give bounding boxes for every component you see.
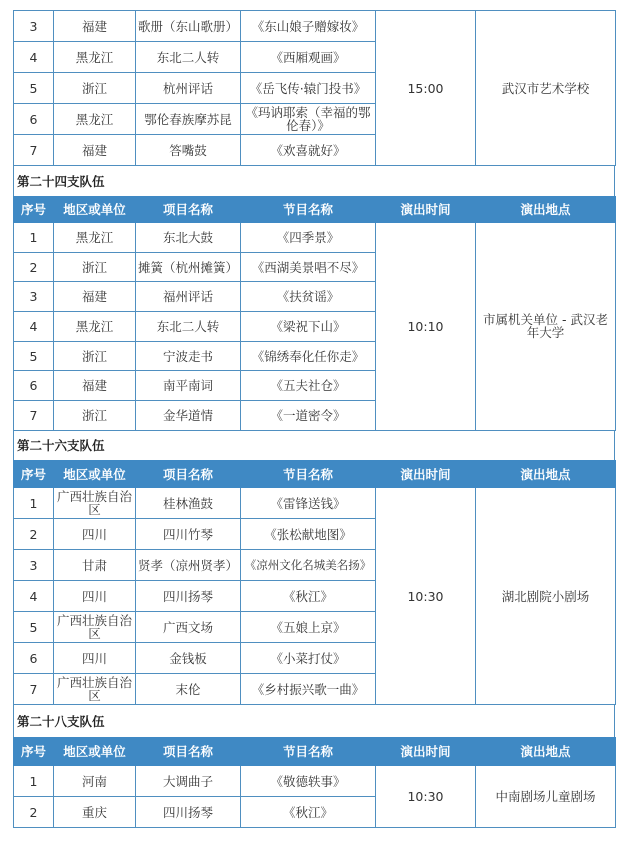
header-number: 序号 (14, 197, 54, 223)
row-program: 《西湖美景唱不尽》 (241, 252, 376, 282)
row-program: 《张松献地图》 (241, 519, 376, 550)
row-region: 福建 (54, 135, 136, 166)
row-program: 《敬德轶事》 (241, 766, 376, 797)
header-program: 节目名称 (241, 197, 376, 223)
performance-time: 10:30 (376, 766, 476, 828)
section-title: 第二十四支队伍 (13, 165, 615, 196)
row-number: 5 (14, 612, 54, 643)
row-program: 《西厢观画》 (241, 42, 376, 73)
row-program: 《一道密令》 (241, 401, 376, 431)
row-number: 6 (14, 371, 54, 401)
row-program: 《凉州文化名城美名扬》 (241, 550, 376, 581)
row-project: 东北二人转 (136, 42, 241, 73)
row-project: 南平南词 (136, 371, 241, 401)
row-project: 四川扬琴 (136, 797, 241, 828)
row-region: 浙江 (54, 341, 136, 371)
row-number: 3 (14, 550, 54, 581)
row-program: 《秋江》 (241, 797, 376, 828)
section-title: 第二十六支队伍 (13, 430, 615, 460)
row-number: 6 (14, 643, 54, 674)
table-row (14, 488, 616, 519)
header-time: 演出时间 (376, 197, 476, 223)
performance-venue: 武汉市艺术学校 (476, 11, 616, 166)
row-number: 4 (14, 312, 54, 342)
row-project: 广西文场 (136, 612, 241, 643)
header-venue: 演出地点 (476, 738, 616, 766)
row-number: 4 (14, 581, 54, 612)
row-project: 末伦 (136, 674, 241, 705)
row-region: 浙江 (54, 252, 136, 282)
row-region: 重庆 (54, 797, 136, 828)
row-number: 6 (14, 104, 54, 135)
table-header-row (14, 738, 616, 766)
performance-time: 15:00 (376, 11, 476, 166)
row-program: 《东山娘子赠嫁妆》 (241, 11, 376, 42)
row-number: 7 (14, 674, 54, 705)
header-time: 演出时间 (376, 461, 476, 488)
row-program: 《四季景》 (241, 223, 376, 253)
row-project: 歌册（东山歌册） (136, 11, 241, 42)
header-program: 节目名称 (241, 738, 376, 766)
section-title: 第二十八支队伍 (13, 705, 615, 737)
performance-venue: 市属机关单位 - 武汉老年大学 (476, 223, 616, 431)
performance-time: 10:10 (376, 223, 476, 431)
row-project: 宁波走书 (136, 341, 241, 371)
header-region: 地区或单位 (54, 738, 136, 766)
row-region: 黑龙江 (54, 223, 136, 253)
row-region: 广西壮族自治区 (54, 674, 136, 705)
row-program: 《五娘上京》 (241, 612, 376, 643)
row-project: 鄂伦春族摩苏昆 (136, 104, 241, 135)
row-region: 黑龙江 (54, 312, 136, 342)
performance-time: 10:30 (376, 488, 476, 705)
row-project: 四川扬琴 (136, 581, 241, 612)
row-region: 福建 (54, 11, 136, 42)
row-program: 《乡村振兴歌一曲》 (241, 674, 376, 705)
row-region: 福建 (54, 371, 136, 401)
row-number: 7 (14, 135, 54, 166)
performance-venue: 中南剧场儿童剧场 (476, 766, 616, 828)
row-region: 四川 (54, 581, 136, 612)
table-row (14, 11, 616, 42)
row-project: 摊簧（杭州摊簧） (136, 252, 241, 282)
schedule-table-continued (13, 10, 616, 166)
row-number: 2 (14, 519, 54, 550)
header-project: 项目名称 (136, 738, 241, 766)
row-region: 福建 (54, 282, 136, 312)
row-number: 5 (14, 73, 54, 104)
row-region: 黑龙江 (54, 104, 136, 135)
row-project: 四川竹琴 (136, 519, 241, 550)
row-region: 黑龙江 (54, 42, 136, 73)
header-number: 序号 (14, 461, 54, 488)
row-program: 《秋江》 (241, 581, 376, 612)
schedule-table-26 (13, 460, 616, 705)
schedule-table-28 (13, 737, 616, 828)
table-header-row (14, 197, 616, 223)
row-project: 贤孝（凉州贤孝） (136, 550, 241, 581)
table-row (14, 766, 616, 797)
row-program: 《岳飞传·辕门投书》 (241, 73, 376, 104)
header-venue: 演出地点 (476, 461, 616, 488)
header-venue: 演出地点 (476, 197, 616, 223)
row-program: 《小菜打仗》 (241, 643, 376, 674)
row-program: 《欢喜就好》 (241, 135, 376, 166)
row-program: 《扶贫谣》 (241, 282, 376, 312)
row-number: 3 (14, 11, 54, 42)
row-project: 桂林渔鼓 (136, 488, 241, 519)
header-project: 项目名称 (136, 461, 241, 488)
row-project: 金钱板 (136, 643, 241, 674)
header-time: 演出时间 (376, 738, 476, 766)
row-number: 1 (14, 766, 54, 797)
row-project: 大调曲子 (136, 766, 241, 797)
row-program: 《梁祝下山》 (241, 312, 376, 342)
performance-venue: 湖北剧院小剧场 (476, 488, 616, 705)
header-number: 序号 (14, 738, 54, 766)
row-number: 1 (14, 223, 54, 253)
row-region: 广西壮族自治区 (54, 488, 136, 519)
row-region: 广西壮族自治区 (54, 612, 136, 643)
row-number: 2 (14, 252, 54, 282)
row-project: 金华道情 (136, 401, 241, 431)
table-header-row (14, 461, 616, 488)
header-project: 项目名称 (136, 197, 241, 223)
header-program: 节目名称 (241, 461, 376, 488)
schedule-table-24 (13, 196, 616, 431)
header-region: 地区或单位 (54, 461, 136, 488)
row-program: 《雷锋送钱》 (241, 488, 376, 519)
row-project: 杭州评话 (136, 73, 241, 104)
header-region: 地区或单位 (54, 197, 136, 223)
row-region: 四川 (54, 643, 136, 674)
row-number: 4 (14, 42, 54, 73)
row-region: 浙江 (54, 401, 136, 431)
row-project: 东北大鼓 (136, 223, 241, 253)
row-project: 东北二人转 (136, 312, 241, 342)
row-program: 《五夫社仓》 (241, 371, 376, 401)
row-number: 5 (14, 341, 54, 371)
table-row (14, 223, 616, 253)
row-region: 甘肃 (54, 550, 136, 581)
row-program: 《玛讷耶索（幸福的鄂伦春）》 (241, 104, 376, 135)
row-project: 福州评话 (136, 282, 241, 312)
row-region: 河南 (54, 766, 136, 797)
row-project: 答嘴鼓 (136, 135, 241, 166)
row-region: 四川 (54, 519, 136, 550)
row-number: 1 (14, 488, 54, 519)
row-region: 浙江 (54, 73, 136, 104)
row-number: 2 (14, 797, 54, 828)
row-number: 7 (14, 401, 54, 431)
row-number: 3 (14, 282, 54, 312)
row-program: 《锦绣奉化任你走》 (241, 341, 376, 371)
